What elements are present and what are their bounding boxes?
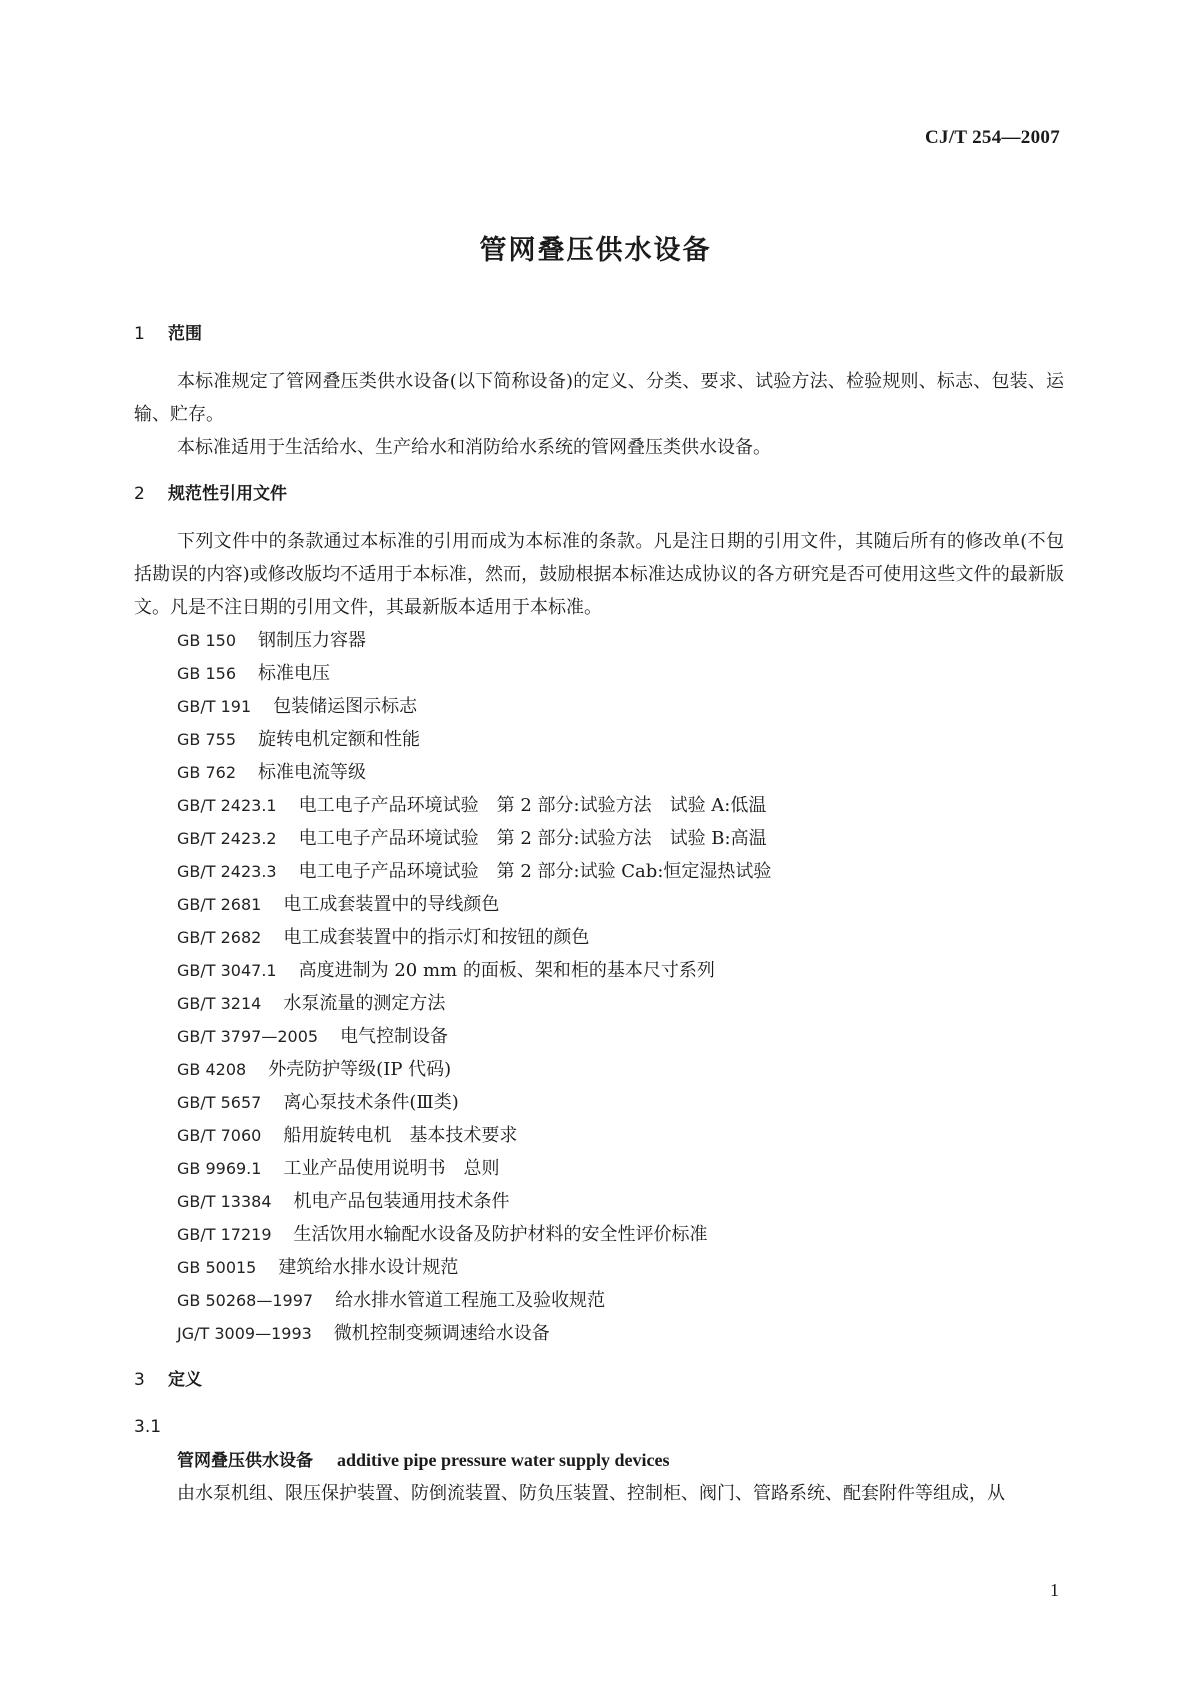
reference-code: GB 156 bbox=[177, 664, 236, 683]
reference-code: GB 50268—1997 bbox=[177, 1291, 314, 1310]
section-number: 1 bbox=[134, 324, 145, 344]
reference-item bbox=[134, 855, 1064, 888]
section-title: 规范性引用文件 bbox=[168, 484, 287, 504]
reference-item bbox=[134, 1218, 1064, 1251]
reference-item bbox=[134, 1053, 1064, 1086]
reference-title: 钢制压力容器 bbox=[258, 630, 366, 651]
paragraph: 本标准适用于生活给水、生产给水和消防给水系统的管网叠压类供水设备。 bbox=[177, 437, 771, 458]
reference-title: 电工电子产品环境试验 第 2 部分:试验方法 试验 A:低温 bbox=[298, 795, 767, 816]
reference-code: GB/T 3797—2005 bbox=[177, 1027, 319, 1046]
reference-title: 水泵流量的测定方法 bbox=[283, 993, 446, 1014]
reference-item bbox=[134, 1185, 1064, 1218]
reference-title: 包装储运图示标志 bbox=[273, 696, 418, 717]
reference-title: 电工成套装置中的指示灯和按钮的颜色 bbox=[283, 927, 590, 948]
term-number: 3.1 bbox=[134, 1417, 162, 1437]
reference-list bbox=[134, 624, 1064, 1350]
reference-item bbox=[134, 789, 1064, 822]
document-body bbox=[134, 318, 1064, 1510]
reference-title: 生活饮用水输配水设备及防护材料的安全性评价标准 bbox=[293, 1224, 708, 1245]
term-line bbox=[134, 1444, 1064, 1477]
paragraph: 本标准规定了管网叠压类供水设备(以下简称设备)的定义、分类、要求、试验方法、检验规则、标志、包装、运输、贮存。 bbox=[134, 371, 1064, 425]
reference-code: GB 4208 bbox=[177, 1060, 247, 1079]
reference-title: 机电产品包装通用技术条件 bbox=[293, 1191, 510, 1212]
reference-code: GB/T 3214 bbox=[177, 994, 262, 1013]
reference-item bbox=[134, 987, 1064, 1020]
reference-code: GB 9969.1 bbox=[177, 1159, 262, 1178]
reference-title: 建筑给水排水设计规范 bbox=[278, 1257, 459, 1278]
standard-code: CJ/T 254—2007 bbox=[925, 127, 1060, 148]
reference-item bbox=[134, 657, 1064, 690]
document-title: 管网叠压供水设备 bbox=[479, 235, 712, 266]
reference-code: GB/T 191 bbox=[177, 697, 252, 716]
reference-item bbox=[134, 723, 1064, 756]
reference-code: JG/T 3009—1993 bbox=[177, 1324, 312, 1343]
section-heading-scope bbox=[134, 318, 1064, 351]
section-heading-definitions bbox=[134, 1364, 1064, 1397]
section-number: 2 bbox=[134, 484, 145, 504]
section-title: 定义 bbox=[168, 1370, 202, 1390]
page-number: 1 bbox=[1050, 1580, 1059, 1600]
reference-code: GB/T 2682 bbox=[177, 928, 262, 947]
reference-title: 离心泵技术条件(Ⅲ类) bbox=[283, 1092, 459, 1113]
reference-code: GB 762 bbox=[177, 763, 236, 782]
reference-item bbox=[134, 1317, 1064, 1350]
reference-code: GB/T 2423.2 bbox=[177, 829, 277, 848]
reference-item bbox=[134, 1152, 1064, 1185]
reference-item bbox=[134, 1119, 1064, 1152]
reference-title: 船用旋转电机 基本技术要求 bbox=[283, 1125, 518, 1146]
reference-code: GB/T 2423.1 bbox=[177, 796, 277, 815]
reference-item bbox=[134, 1086, 1064, 1119]
section-number: 3 bbox=[134, 1370, 145, 1390]
reference-title: 标准电压 bbox=[258, 663, 330, 684]
reference-code: GB/T 7060 bbox=[177, 1126, 262, 1145]
reference-code: GB/T 2681 bbox=[177, 895, 262, 914]
reference-code: GB/T 5657 bbox=[177, 1093, 262, 1112]
reference-title: 外壳防护等级(IP 代码) bbox=[268, 1059, 452, 1080]
reference-item bbox=[134, 954, 1064, 987]
reference-item bbox=[134, 690, 1064, 723]
reference-title: 给水排水管道工程施工及验收规范 bbox=[335, 1290, 606, 1311]
reference-item bbox=[134, 888, 1064, 921]
reference-title: 电工电子产品环境试验 第 2 部分:试验方法 试验 B:高温 bbox=[298, 828, 767, 849]
reference-item bbox=[134, 624, 1064, 657]
reference-code: GB/T 3047.1 bbox=[177, 961, 277, 980]
reference-title: 电工电子产品环境试验 第 2 部分:试验 Cab:恒定湿热试验 bbox=[298, 861, 772, 882]
term-english: additive pipe pressure water supply devices bbox=[337, 1450, 670, 1470]
reference-item bbox=[134, 921, 1064, 954]
reference-code: GB/T 2423.3 bbox=[177, 862, 277, 881]
reference-title: 电工成套装置中的导线颜色 bbox=[283, 894, 500, 915]
reference-item bbox=[134, 1251, 1064, 1284]
reference-title: 旋转电机定额和性能 bbox=[258, 729, 420, 750]
reference-title: 工业产品使用说明书 总则 bbox=[283, 1158, 500, 1179]
reference-code: GB 150 bbox=[177, 631, 236, 650]
reference-item bbox=[134, 1284, 1064, 1317]
section-heading-normative-references bbox=[134, 478, 1064, 511]
reference-code: GB 755 bbox=[177, 730, 236, 749]
reference-title: 微机控制变频调速给水设备 bbox=[333, 1323, 550, 1344]
section-title: 范围 bbox=[168, 324, 202, 344]
term-chinese: 管网叠压供水设备 bbox=[177, 1451, 313, 1471]
reference-title: 电气控制设备 bbox=[340, 1026, 449, 1047]
reference-item bbox=[134, 1020, 1064, 1053]
reference-code: GB/T 13384 bbox=[177, 1192, 272, 1211]
reference-item bbox=[134, 756, 1064, 789]
reference-item bbox=[134, 822, 1064, 855]
term-definition: 由水泵机组、限压保护装置、防倒流装置、防负压装置、控制柜、阀门、管路系统、配套附件等组成，从 bbox=[177, 1483, 1005, 1504]
paragraph: 下列文件中的条款通过本标准的引用而成为本标准的条款。凡是注日期的引用文件，其随后所有的修改单(不包括勘误的内容)或修改版均不适用于本标准，然而，鼓励根据本标准达成协议的各方研究是否可使用这些文件的最新版文。凡是不注日期的引用文件，其最新版本适用于本标准。 bbox=[134, 531, 1064, 618]
reference-title: 高度进制为 20 mm 的面板、架和柜的基本尺寸系列 bbox=[298, 960, 715, 981]
reference-code: GB/T 17219 bbox=[177, 1225, 272, 1244]
reference-title: 标准电流等级 bbox=[258, 762, 366, 783]
reference-code: GB 50015 bbox=[177, 1258, 257, 1277]
